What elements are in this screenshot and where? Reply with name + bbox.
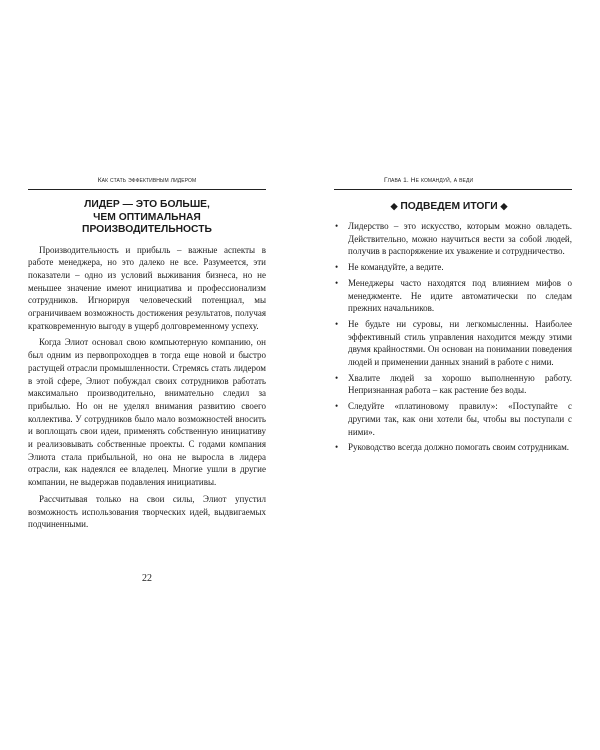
summary-heading: [326, 201, 572, 212]
paragraph: Когда Элиот основал свою компьютерную компанию, он был одним из первопроходцев в тогда еще новой и быстро растущей отрасли промышленности. Стремясь стать лидером в этой сфере, Элиот побуждал своих сотрудников работать максимально производительно, внимательно следил за прибылью. Но он не уделял внимания развитию своего коллектива. У сотрудников было мало возможностей вносить и воплощать свои идеи, применять собственную инициативу и реализовывать собственные проекты. С годами компания Элиота стала прибыльной, но она не выросла в лидера отрасли, как надеялся ее владелец. Многие ушли в другие компании, не выдержав подавления инициативы.: [28, 337, 266, 488]
bullet-icon: •: [335, 277, 339, 288]
left-running-head: [28, 175, 266, 190]
paragraph: Производительность и прибыль – важные аспекты в работе менеджера, но это далеко не все. Разумеется, эти показатели – одно из условий выживания бизнеса, но не меньшее значение имеют инициатива и профессионализм сотрудников. Игнорируя человеческий потенциал, мы ограничиваем возможность достижения результатов, получая кратковременную выгоду в ущерб долговременному успеху.: [28, 244, 266, 331]
summary-heading-text: ПОДВЕДЕМ ИТОГИ: [400, 201, 498, 212]
diamond-right-icon: ◆: [500, 201, 508, 211]
list-item: [334, 372, 572, 397]
section-heading: [28, 199, 266, 237]
bullet-icon: •: [335, 262, 339, 273]
list-item-text: Следуйте «платиновому правилу»: «Поступайте с другими так, как они хотели бы, чтобы вы поступали с ними».: [348, 401, 572, 437]
section-heading-line-2: ЧЕМ ОПТИМАЛЬНАЯ ПРОИЗВОДИТЕЛЬНОСТЬ: [82, 211, 212, 235]
list-item-text: Хвалите людей за хорошо выполненную работу. Непризнанная работа – как растение без воды.: [348, 372, 572, 396]
page-number: 22: [142, 573, 152, 584]
bullet-icon: •: [335, 318, 339, 329]
bullet-icon: •: [335, 372, 339, 383]
running-head-text: лава 1. Не командуй, а веди: [387, 177, 474, 184]
list-item-text: Не будьте ни суровы, ни легкомысленны. Наиболее эффективный стиль управления находится между этими двумя крайностями. Он основан на понимании поведения людей и применении данных знаний в работе с ними.: [348, 318, 572, 368]
diamond-left-icon: ◆: [390, 201, 398, 211]
list-item: [334, 318, 572, 369]
list-item-text: Не командуйте, а ведите.: [348, 262, 444, 273]
running-head-text: ак стать эффективным лидером: [101, 177, 197, 184]
list-item: [334, 277, 572, 315]
right-page: [334, 175, 572, 457]
list-item-text: Лидерство – это искусство, которым можно овладеть. Действительно, можно научиться вести за собой людей, получив в распоряжение их уважение и сотрудничество.: [348, 221, 572, 257]
section-heading-line-1: ЛИДЕР — ЭТО БОЛЬШЕ,: [84, 199, 210, 210]
list-item: [334, 441, 572, 454]
left-page: [28, 175, 266, 584]
list-item: [334, 261, 572, 274]
list-item-text: Менеджеры часто находятся под влиянием мифов о менеджменте. Не идите автоматически по следам прежних начальников.: [348, 277, 572, 314]
list-item: [334, 220, 572, 258]
body-text: [28, 244, 266, 531]
bullet-icon: •: [335, 221, 339, 231]
summary-list: [334, 220, 572, 454]
paragraph: Рассчитывая только на свои силы, Элиот упустил возможность использования творческих идей, выдвигаемых подчиненными.: [28, 493, 266, 530]
right-running-head: [334, 175, 572, 190]
running-head-initial: К: [97, 177, 102, 184]
list-item: [334, 400, 572, 438]
bullet-icon: •: [335, 401, 339, 412]
bullet-icon: •: [335, 442, 339, 453]
running-head-initial: Г: [384, 177, 388, 184]
list-item-text: Руководство всегда должно помогать своим сотрудникам.: [348, 442, 570, 453]
